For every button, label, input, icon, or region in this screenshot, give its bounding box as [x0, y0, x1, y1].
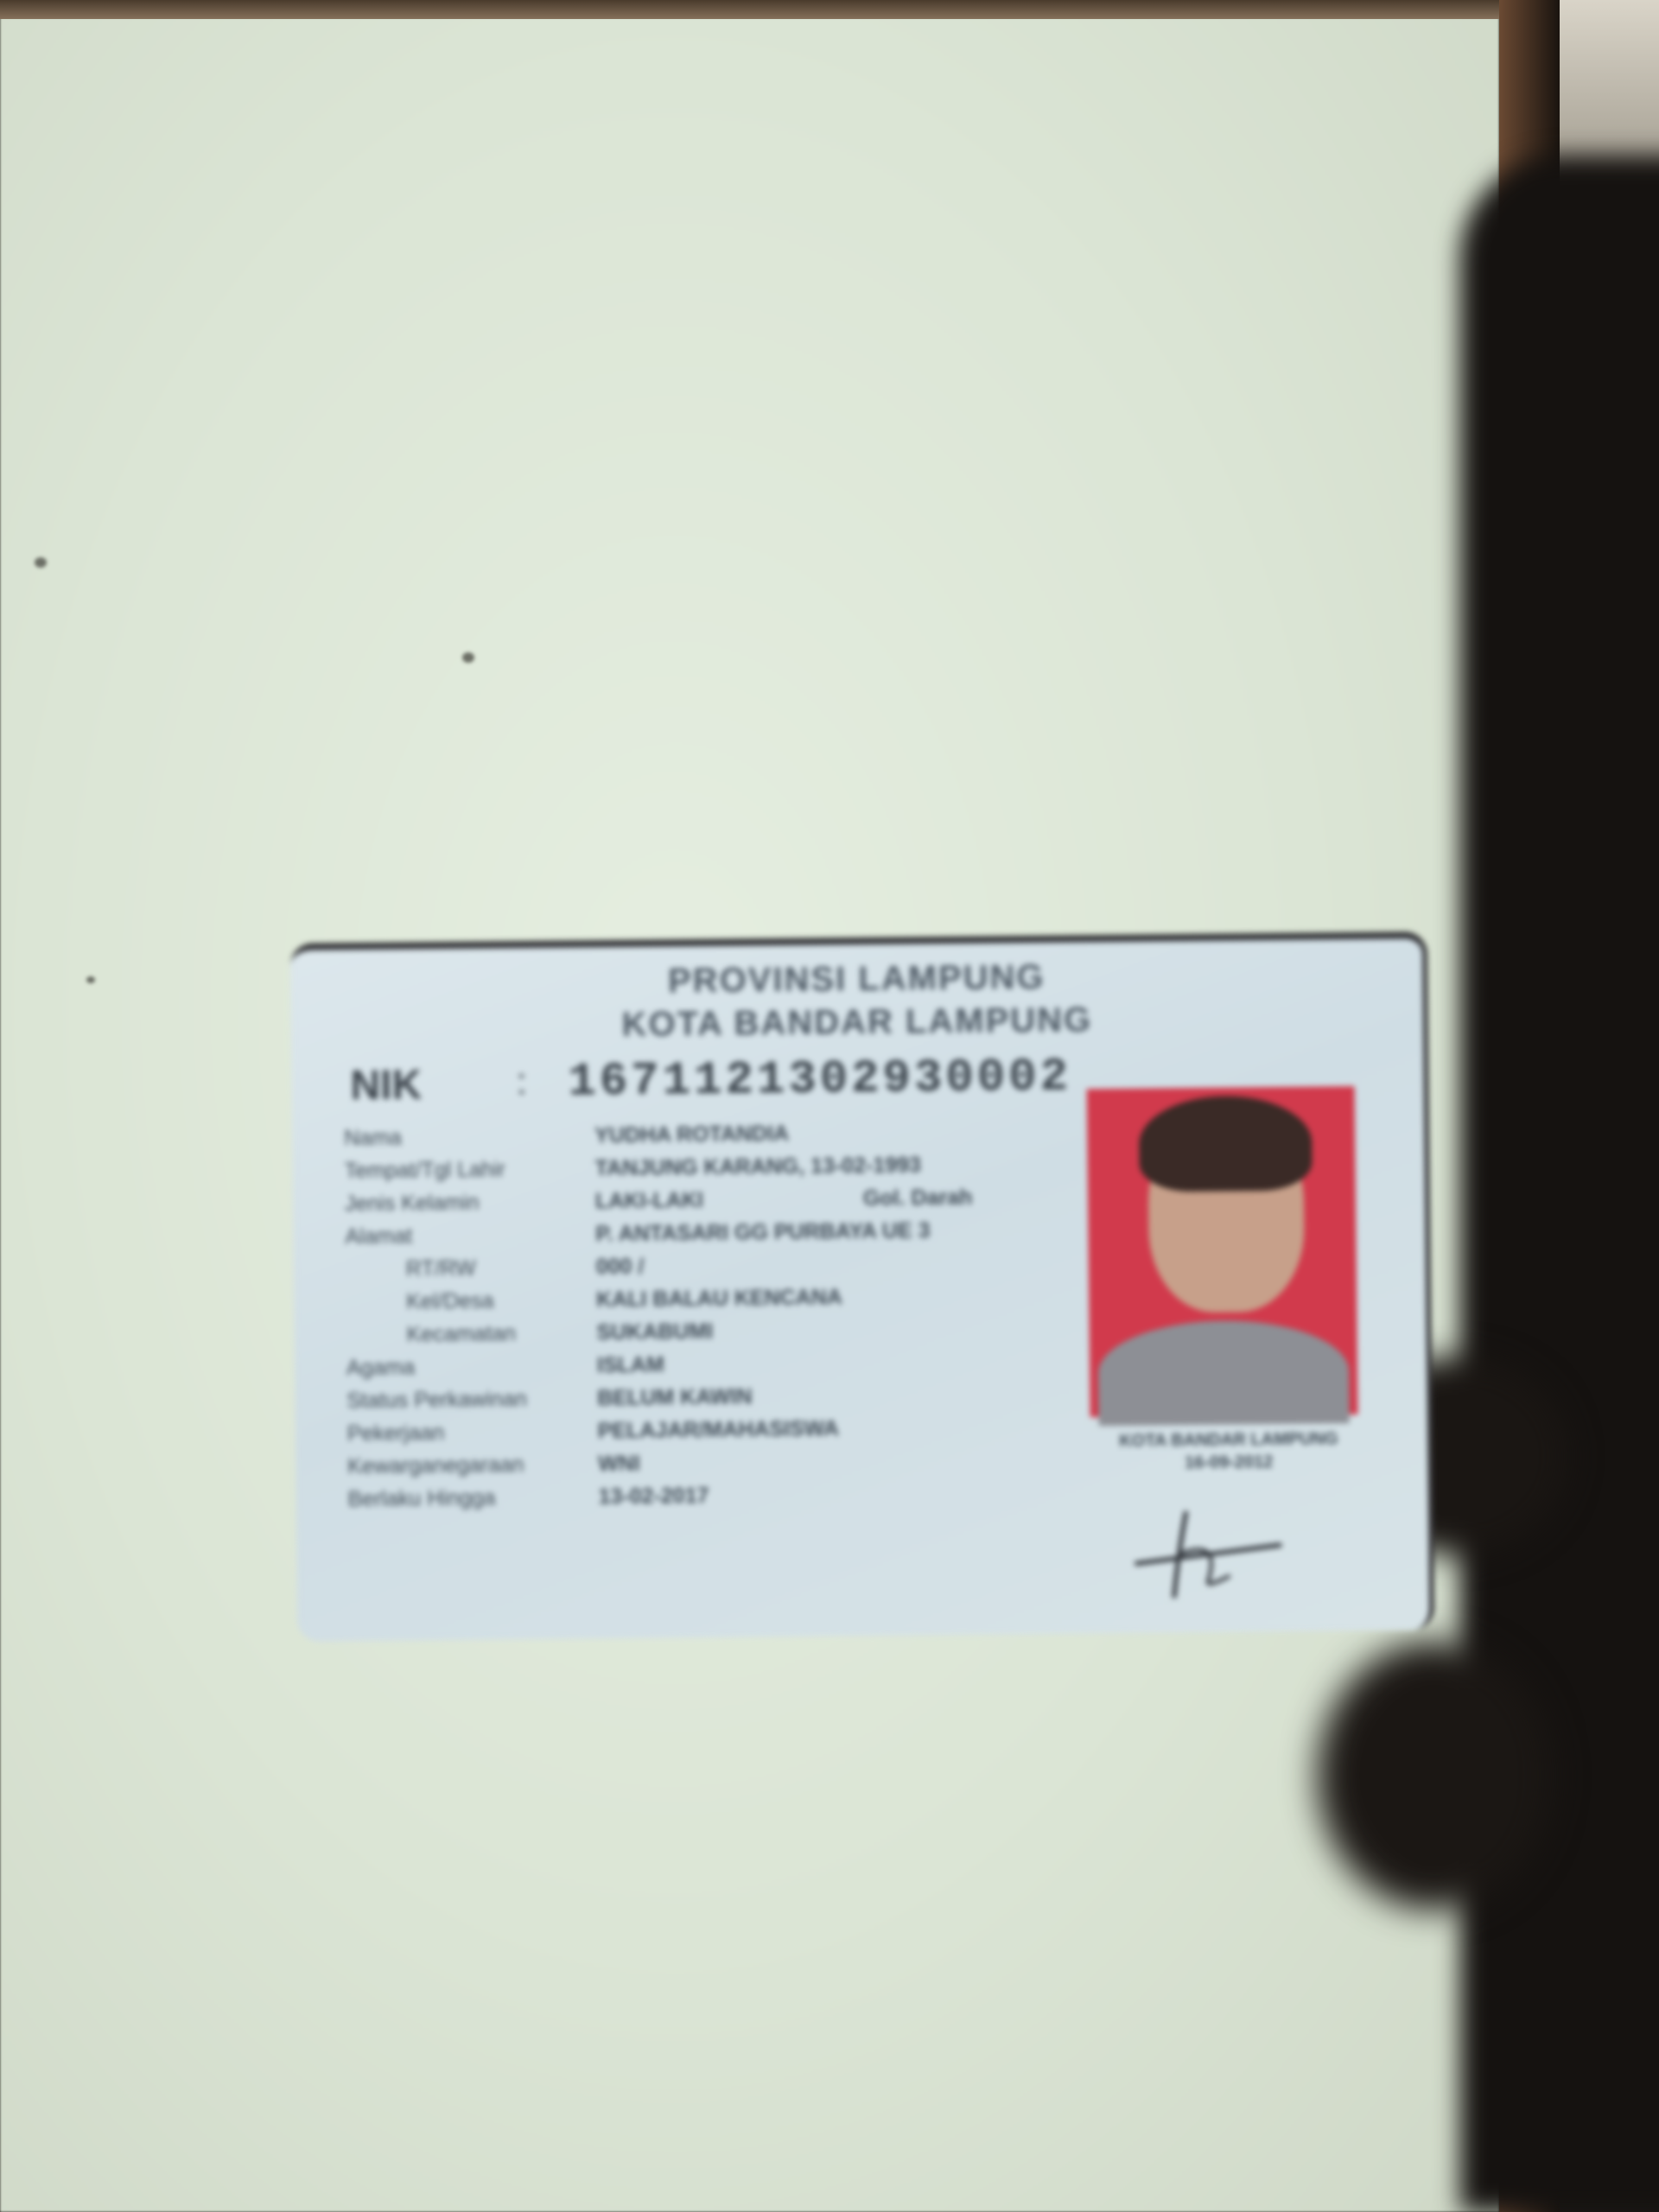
- field-label: RT/RW: [405, 1255, 476, 1281]
- field-label: Kecamatan: [406, 1321, 517, 1347]
- field-value: SUKABUMI: [596, 1319, 714, 1345]
- hand-shadow: [1460, 156, 1659, 2212]
- field-value: KALI BALAU KENCANA: [595, 1285, 842, 1313]
- field-value: TANJUNG KARANG, 13-02-1993: [594, 1153, 922, 1181]
- paper-speck: [35, 557, 47, 568]
- card-header-province: PROVINSI LAMPUNG: [667, 957, 1046, 1001]
- field-value: P. ANTASARI GG PURBAYA UE 3: [595, 1218, 931, 1247]
- card-header-city: KOTA BANDAR LAMPUNG: [621, 1001, 1093, 1044]
- field-value: BELUM KAWIN: [597, 1384, 753, 1411]
- field-label: Status Perkawinan: [346, 1387, 527, 1414]
- field-label: Tempat/Tgl Lahir: [344, 1157, 505, 1184]
- field-value: LAKI-LAKI: [594, 1187, 704, 1214]
- field-label: Kewarganegaraan: [347, 1452, 524, 1479]
- issue-info: [1116, 1427, 1342, 1475]
- nik-value: 1671121302930002: [568, 1051, 1072, 1109]
- field-label: Pekerjaan: [346, 1421, 445, 1446]
- blood-type-label: Gol. Darah: [862, 1185, 973, 1211]
- paper-speck: [86, 976, 95, 983]
- field-value: WNI: [597, 1451, 640, 1477]
- thumb-shadow: [1318, 1642, 1551, 1910]
- field-value: ISLAM: [596, 1352, 664, 1378]
- paper-speck: [462, 652, 474, 663]
- field-label: Berlaku Hingga: [347, 1485, 496, 1512]
- issue-date: 16-09-2012: [1184, 1452, 1274, 1473]
- id-card: [290, 931, 1434, 1642]
- field-label: Kel/Desa: [406, 1288, 494, 1314]
- paper-top-edge: [0, 0, 1503, 19]
- photo-shirt: [1097, 1319, 1349, 1426]
- nik-colon: :: [516, 1060, 527, 1103]
- photo-hair: [1139, 1096, 1313, 1192]
- nik-label: NIK: [350, 1062, 423, 1109]
- field-label: Agama: [346, 1355, 416, 1381]
- field-label: Alamat: [345, 1224, 413, 1249]
- field-value: PELAJAR/MAHASISWA: [597, 1416, 840, 1444]
- field-value: 000 /: [595, 1254, 645, 1280]
- card-fields: [344, 1114, 1178, 1516]
- field-label: Nama: [344, 1125, 402, 1151]
- field-value: YUDHA ROTANDIA: [594, 1121, 790, 1148]
- field-value: 13-02-2017: [598, 1483, 709, 1510]
- signature: [1126, 1502, 1300, 1607]
- field-label: Jenis Kelamin: [344, 1190, 480, 1217]
- id-photo: [1087, 1086, 1358, 1417]
- issue-place: KOTA BANDAR LAMPUNG: [1119, 1429, 1338, 1451]
